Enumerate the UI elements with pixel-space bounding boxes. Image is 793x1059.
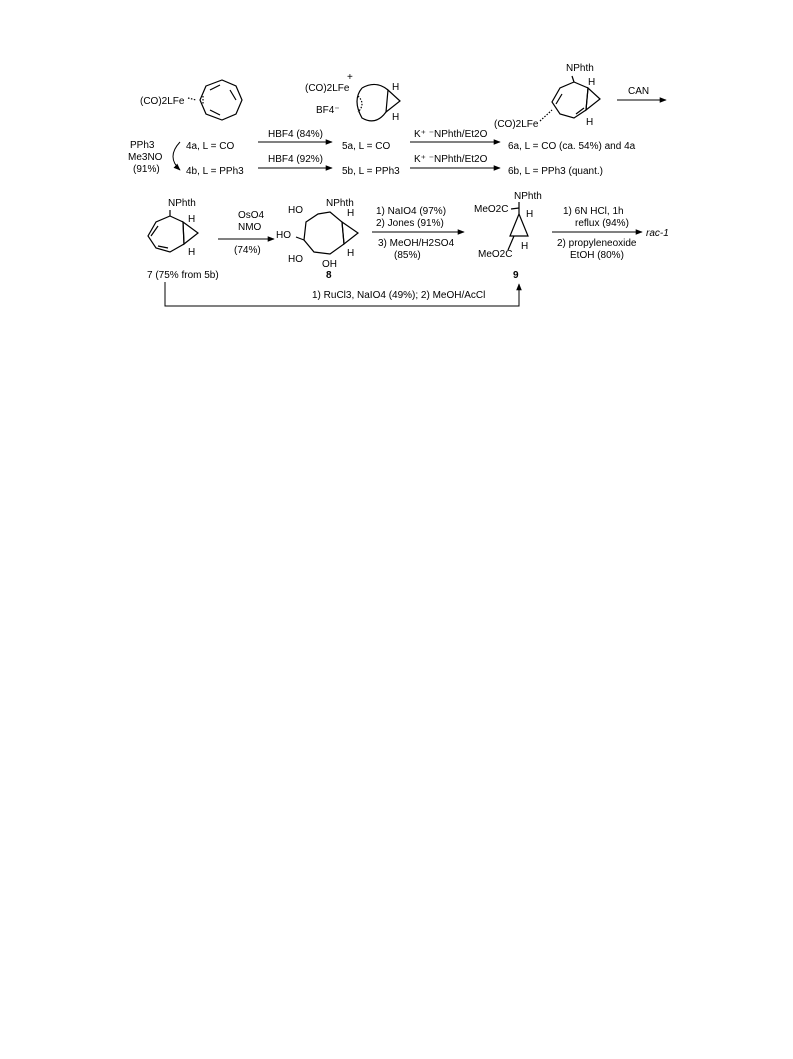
svg-text:NMO: NMO — [238, 222, 262, 233]
bypass-arrow — [165, 282, 519, 306]
nphth-label-9: NPhth — [514, 191, 542, 202]
svg-text:PPh3: PPh3 — [130, 140, 155, 151]
label-6b: 6b, L = PPh3 (quant.) — [508, 166, 603, 177]
svg-text:+: + — [347, 72, 353, 83]
svg-text:2) propyleneoxide: 2) propyleneoxide — [557, 238, 637, 249]
can-label: CAN — [628, 86, 650, 97]
nphth-label-7: NPhth — [168, 198, 196, 209]
label-7: 7 (75% from 5b) — [147, 270, 219, 281]
label-4b: 4b, L = PPh3 — [186, 166, 244, 177]
svg-text:(74%): (74%) — [234, 245, 261, 256]
compound-5-structure — [305, 72, 400, 123]
label-4a: 4a, L = CO — [186, 141, 235, 152]
nphth-label-6: NPhth — [566, 63, 594, 74]
svg-text:H: H — [188, 214, 196, 225]
svg-text:H: H — [586, 117, 594, 128]
svg-text:1) 6N HCl, 1h: 1) 6N HCl, 1h — [563, 206, 624, 217]
svg-text:H: H — [526, 209, 534, 220]
svg-text:H: H — [347, 248, 355, 259]
svg-text:Me3NO: Me3NO — [128, 152, 163, 163]
label-5b: 5b, L = PPh3 — [342, 166, 400, 177]
fe-label-6: (CO)2LFe — [494, 119, 539, 130]
compound-4-structure — [140, 80, 242, 120]
fe-label-5: (CO)2LFe — [305, 83, 350, 94]
compound-8-structure — [276, 198, 358, 270]
svg-text:K⁺ ⁻NPhth/Et2O: K⁺ ⁻NPhth/Et2O — [414, 154, 488, 165]
svg-text:1) NaIO4 (97%): 1) NaIO4 (97%) — [376, 206, 447, 217]
svg-text:(91%): (91%) — [133, 164, 160, 175]
svg-text:H: H — [521, 241, 529, 252]
svg-text:K⁺ ⁻NPhth/Et2O: K⁺ ⁻NPhth/Et2O — [414, 129, 488, 140]
svg-text:HO: HO — [288, 254, 303, 265]
compound-7-structure — [148, 198, 198, 258]
svg-text:H: H — [347, 208, 355, 219]
svg-text:3) MeOH/H2SO4: 3) MeOH/H2SO4 — [378, 238, 455, 249]
label-9: 9 — [513, 270, 519, 281]
fe-label-4: (CO)2LFe — [140, 96, 185, 107]
svg-text:H: H — [588, 77, 596, 88]
svg-text:HO: HO — [288, 205, 303, 216]
svg-text:H: H — [392, 82, 400, 93]
svg-text:(85%): (85%) — [394, 250, 421, 261]
svg-text:MeO2C: MeO2C — [474, 204, 509, 215]
bypass-label: 1) RuCl3, NaIO4 (49%); 2) MeOH/AcCl — [312, 290, 486, 301]
svg-text:HO: HO — [276, 230, 291, 241]
svg-text:HBF4 (84%): HBF4 (84%) — [268, 129, 324, 140]
ligand-exchange — [128, 140, 180, 175]
svg-text:H: H — [392, 112, 400, 123]
svg-text:reflux (94%): reflux (94%) — [575, 218, 629, 229]
can-arrow — [617, 86, 666, 100]
svg-text:2) Jones (91%): 2) Jones (91%) — [376, 218, 444, 229]
svg-text:H: H — [188, 247, 196, 258]
compound-6-structure — [494, 63, 600, 130]
nphth-label-8: NPhth — [326, 198, 354, 209]
bf4-label: BF4⁻ — [316, 105, 340, 116]
svg-text:OsO4: OsO4 — [238, 210, 265, 221]
svg-text:HBF4 (92%): HBF4 (92%) — [268, 154, 324, 165]
svg-text:EtOH (80%): EtOH (80%) — [570, 250, 624, 261]
compound-9-structure — [474, 191, 542, 260]
label-5a: 5a, L = CO — [342, 141, 391, 152]
svg-text:OH: OH — [322, 259, 337, 270]
svg-text:MeO2C: MeO2C — [478, 249, 513, 260]
label-8: 8 — [326, 270, 332, 281]
label-6a: 6a, L = CO (ca. 54%) and 4a — [508, 141, 636, 152]
product-rac-1: rac-1 — [646, 228, 669, 239]
